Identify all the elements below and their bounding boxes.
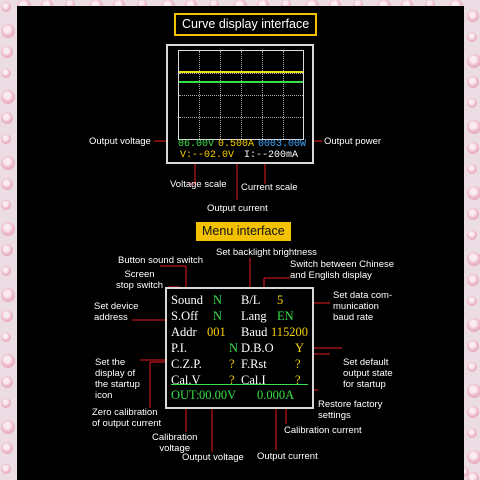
menu-baud-value: 115200 (271, 325, 309, 339)
label-calibration-current: Calibration current (284, 425, 362, 436)
curve-interface-heading: Curve display interface (174, 13, 317, 36)
menu-current-zero-point: C.Z.P. (171, 357, 202, 371)
menu-backlight: B/L (241, 293, 261, 307)
menu-sound-value: N (213, 293, 223, 307)
menu-factory-reset: F.Rst (241, 357, 267, 371)
label-voltage-scale: Voltage scale (170, 179, 227, 190)
label-restore-factory: Restore factory settings (318, 399, 383, 421)
menu-address: Addr (171, 325, 197, 339)
label-default-output: Set default output state for startup (343, 357, 393, 390)
label-output-voltage: Output voltage (89, 136, 151, 147)
menu-out-voltage: 00.00V (199, 388, 237, 402)
label-current-scale: Current scale (241, 182, 298, 193)
menu-screen-off: S.Off (171, 309, 199, 323)
menu-sound: Sound (171, 293, 203, 307)
label-output-voltage-menu: Output voltage (182, 452, 244, 463)
label-device-address: Set device address (94, 301, 139, 323)
label-zero-calibration: Zero calibration of output current (92, 407, 162, 429)
menu-default-boot-output-value: Y (295, 341, 305, 355)
menu-baud: Baud (241, 325, 268, 339)
menu-backlight-value: 5 (277, 293, 284, 307)
menu-language-value: EN (277, 309, 294, 323)
curve-plot (178, 50, 304, 140)
label-startup-icon: Set the display of the startup icon (95, 357, 140, 401)
label-backlight: Set backlight brightness (216, 247, 317, 258)
menu-address-value: 001 (207, 325, 226, 339)
menu-cal-current: Cal.I (241, 373, 266, 387)
label-screen-stop: Screen stop switch (116, 269, 163, 291)
label-output-current-curve: Output current (207, 203, 268, 214)
label-output-power: Output power (324, 136, 382, 147)
current-trace (179, 81, 303, 83)
label-baud-rate: Set data com- munication baud rate (333, 290, 393, 323)
menu-language: Lang (241, 309, 267, 323)
menu-current-zero-point-value: ? (229, 357, 235, 371)
label-button-sound: Button sound switch (118, 255, 204, 266)
voltage-readout: 06.00V (178, 139, 215, 150)
menu-interface-heading: Menu interface (196, 222, 291, 241)
current-readout: 0.500A (218, 139, 255, 150)
menu-cal-voltage-value: ? (229, 373, 235, 387)
menu-power-icon-value: N (229, 341, 239, 355)
menu-screen-off-value: N (213, 309, 223, 323)
menu-cal-voltage: Cal.V (171, 373, 201, 387)
menu-out-current: 0.000A (257, 388, 295, 402)
voltage-trace (179, 71, 303, 73)
label-calibration-voltage: Calibration voltage (152, 432, 198, 454)
menu-power-icon: P.I. (171, 341, 187, 355)
current-scale-readout: I:--200mA (244, 150, 299, 161)
curve-display-screen (166, 44, 314, 164)
label-output-current-menu: Output current (257, 451, 318, 462)
voltage-scale-readout: V:--02.0V (180, 150, 235, 161)
menu-default-boot-output: D.B.O (241, 341, 274, 355)
power-readout: 0003.00W (258, 139, 307, 150)
menu-out-label: OUT: (171, 388, 200, 402)
menu-display-screen (165, 287, 314, 409)
menu-factory-reset-value: ? (295, 357, 301, 371)
output-divider (171, 384, 308, 385)
menu-cal-current-value: ? (295, 373, 301, 387)
label-language-switch: Switch between Chinese and English display (290, 259, 395, 281)
